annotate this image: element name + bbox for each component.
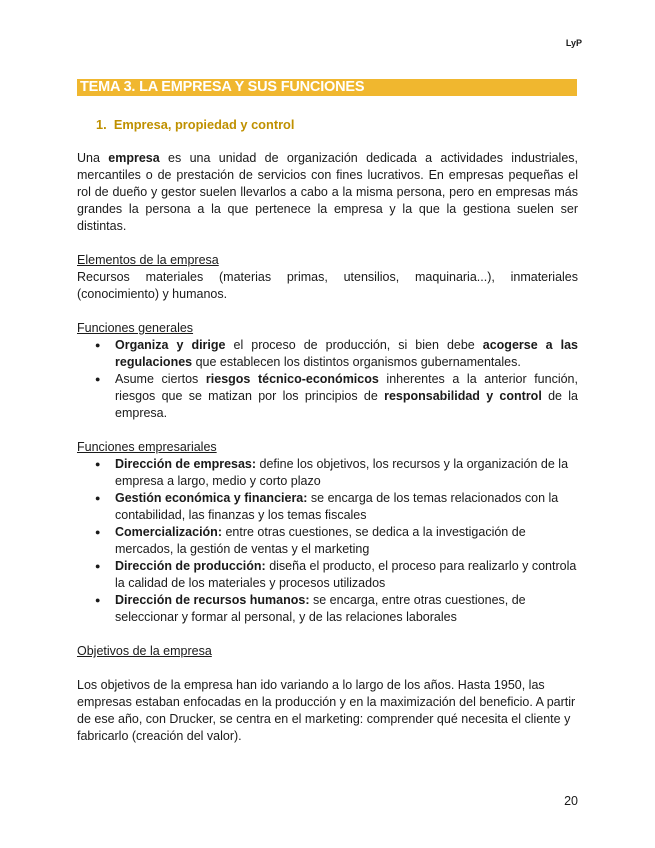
item-text: de la empresa. <box>115 389 578 420</box>
bold-text: acogerse a las regulaciones <box>115 338 579 369</box>
item-text: Asume ciertos <box>115 372 206 386</box>
header-mark: LyP <box>565 38 582 48</box>
elementos-text: Recursos materiales (materias primas, utensilios, maquinaria...), inmateriales (conocimiento) y humanos. <box>77 270 578 301</box>
list-item <box>115 371 578 422</box>
elementos-heading: Elementos de la empresa <box>77 253 219 267</box>
objetivos-heading: Objetivos de la empresa <box>77 644 212 658</box>
item-text: se encarga, entre otras cuestiones, de seleccionar y formar al personal, y de las relaciones laborales <box>115 593 526 624</box>
funciones-empresariales-heading: Funciones empresariales <box>77 440 217 454</box>
item-text: inherentes a la anterior función, riesgos que se matizan por los principios de <box>115 372 578 403</box>
item-text: entre otras cuestiones, se dedica a la investigación de mercados, la gestión de ventas y el marketing <box>115 525 526 556</box>
list-item <box>115 592 578 626</box>
item-text: el proceso de producción, si bien debe <box>225 338 483 352</box>
section-heading <box>96 117 294 132</box>
document-body <box>77 150 578 745</box>
intro-text-1: Una <box>77 151 109 165</box>
intro-bold-empresa: empresa <box>108 151 160 165</box>
list-item <box>115 558 578 592</box>
objetivos-text: Los objetivos de la empresa han ido variando a lo largo de los años. Hasta 1950, las empresas estaban enfocadas en la producción y en la maximización del beneficio. A partir de ese año, con Drucker, se centra en el marketing: comprender qué necesita el cliente y fabricarlo (creación del valor). <box>77 678 576 743</box>
funciones-empresariales-list <box>77 456 578 626</box>
page-number: 20 <box>564 794 578 808</box>
bold-text: responsabilidad y control <box>384 389 542 403</box>
bold-text: Organiza y dirige <box>115 338 226 352</box>
item-text: que establecen los distintos organismos gubernamentales. <box>192 355 521 369</box>
list-item <box>115 524 578 558</box>
list-item <box>115 337 578 371</box>
bold-text: Comercialización: <box>115 525 222 539</box>
bold-text: Dirección de empresas: <box>115 457 257 471</box>
chapter-title: TEMA 3. LA EMPRESA Y SUS FUNCIONES <box>77 79 577 96</box>
intro-paragraph <box>77 150 578 235</box>
item-text: diseña el producto, el proceso para realizarlo y controla la calidad de los materiales y procesos utilizados <box>115 559 577 590</box>
item-text: se encarga de los temas relacionados con la contabilidad, las finanzas y los temas fiscales <box>115 491 559 522</box>
funciones-generales-heading: Funciones generales <box>77 321 194 335</box>
list-item <box>115 456 578 490</box>
intro-text-2: es una unidad de organización dedicada a actividades industriales, mercantiles o de prestación de servicios con fines lucrativos. En empresas pequeñas el rol de dueño y gestor suelen llevarlos a cabo a la misma persona, pero en empresas más grandes la persona a la que pertenece la empresa y la que la gestiona suelen ser distintas. <box>77 151 578 233</box>
section-number: 1. <box>96 117 107 132</box>
bold-text: Dirección de producción: <box>115 559 266 573</box>
section-title: Empresa, propiedad y control <box>113 117 295 132</box>
bold-text: Dirección de recursos humanos: <box>115 593 310 607</box>
funciones-generales-list <box>77 337 578 422</box>
item-text: define los objetivos, los recursos y la organización de la empresa a largo, medio y corto plazo <box>115 457 569 488</box>
bold-text: Gestión económica y financiera: <box>115 491 308 505</box>
list-item <box>115 490 578 524</box>
bold-text: riesgos técnico-económicos <box>205 372 379 386</box>
